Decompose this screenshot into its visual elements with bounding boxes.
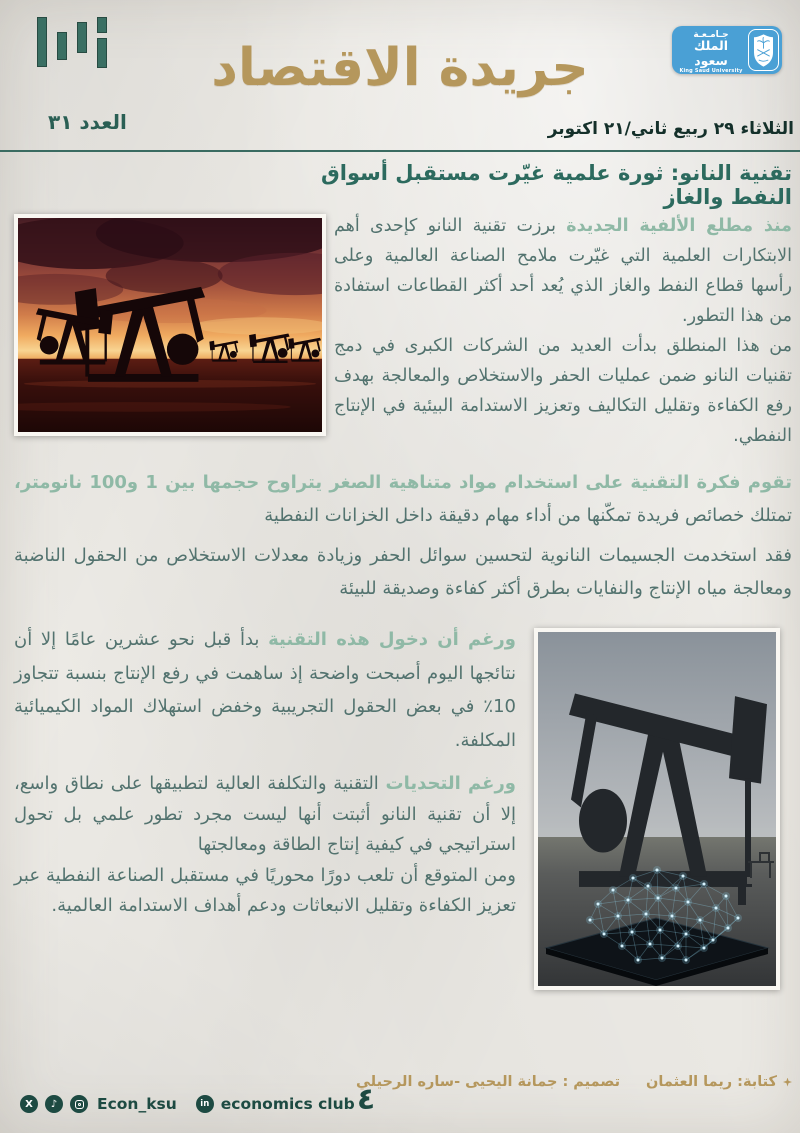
pumpjack-digital-network-photo <box>534 628 780 990</box>
lead-phrase: ورغم أن دخول هذه التقنية <box>268 629 516 650</box>
lead-phrase: تقوم فكرة التقنية على استخدام مواد متناهية الصغر يتراوح حجمها بين 1 و100 نانومتر، <box>14 472 792 493</box>
body-text: برزت تقنية النانو كإحدى أهم الابتكارات العلمية التي غيّرت ملامح الصناعة العالمية وعلى رأسها قطاع النفط والغاز الذي يُعد أحد أكثر القطاعات استفادة من هذا التطور. <box>334 216 792 326</box>
social-links <box>20 1095 355 1113</box>
credits <box>356 1074 792 1090</box>
linkedin-icon: in <box>196 1095 214 1113</box>
paragraph-intro <box>334 211 792 451</box>
body-text: ومن المتوقع أن تلعب دورًا محوريًا في مستقبل الصناعة النفطية عبر تعزيز الكفاءة وتقليل الانبعاثات ودعم أهداف الاستدامة العالمية. <box>14 864 516 917</box>
body-text: التقنية والتكلفة العالية لتطبيقها على نطاق واسع، إلا أن تقنية النانو أثبتت أنها ليست مجرد تطور علمي بل تحول استراتيجي في كيفية إنتاج الطاقة ومعالجتها <box>14 773 516 856</box>
body-text: من هذا المنطلق بدأت العديد من الشركات الكبرى في دمج تقنيات النانو ضمن عمليات الحفر والاستخلاص والمعالجة بهدف رفع الكفاءة وتقليل التكاليف وتعزيز الاستدامة البيئية في الإنتاج النفطي. <box>334 336 792 446</box>
design-credit-text: تصميم : جمانة اليحيى -ساره الرحيلي <box>356 1074 621 1090</box>
issue-number: العدد ٣١ <box>48 110 127 134</box>
ksu-name-ar-2: الملك سعود <box>693 38 729 68</box>
header-divider <box>0 150 800 152</box>
newspaper-title: جريدة الاقتصاد <box>211 38 589 98</box>
writing-credit <box>646 1074 792 1090</box>
paragraph-results <box>14 623 516 757</box>
oil-pumpjacks-sunset-photo <box>14 214 326 436</box>
instagram-icon <box>70 1095 88 1113</box>
issue-date: الثلاثاء ٢٩ ربيع ثاني/٢١ اكتوبر <box>547 119 794 139</box>
x-icon: X <box>20 1095 38 1113</box>
writing-credit-text: كتابة: ريما العثمان <box>646 1074 777 1090</box>
logo-bar <box>97 17 107 33</box>
paragraph-challenges <box>14 769 516 922</box>
ksu-name-ar-1: جـامـعـة <box>693 30 729 40</box>
club-name: economics club <box>220 1095 355 1113</box>
article-headline: تقنية النانو: ثورة علمية غيّرت مستقبل أسواق النفط والغاز <box>320 161 792 209</box>
design-credit <box>356 1074 620 1090</box>
paragraph-technology-idea <box>14 466 792 605</box>
lead-phrase: منذ مطلع الألفية الجديدة <box>566 216 792 236</box>
ksu-name-en: King Saud University <box>679 68 743 75</box>
body-text: تمتلك خصائص فريدة تمكّنها من أداء مهام دقيقة داخل الخزانات النفطية <box>264 505 792 526</box>
body-text: فقد استخدمت الجسيمات النانوية لتحسين سوائل الحفر وزيادة معدلات الاستخلاص من الحقول الناضبة ومعالجة مياه الإنتاج والنفايات بطرق أكثر كفاءة وصديقة للبيئة <box>14 545 792 599</box>
social-handle: Econ_ksu <box>97 1095 177 1113</box>
lead-phrase: ورغم التحديات <box>385 773 516 794</box>
body-text: بدأ قبل نحو عشرين عامًا إلا أن نتائجها اليوم أصبحت واضحة إذ ساهمت في رفع الإنتاج بنسبة تتجاوز 10٪ في بعض الحقول التجريبية وخفض استهلاك المواد الكيميائية المكلفة. <box>14 629 516 751</box>
star-icon <box>783 1078 792 1087</box>
tiktok-icon: ♪ <box>45 1095 63 1113</box>
page-number: ٤ <box>356 1082 376 1117</box>
